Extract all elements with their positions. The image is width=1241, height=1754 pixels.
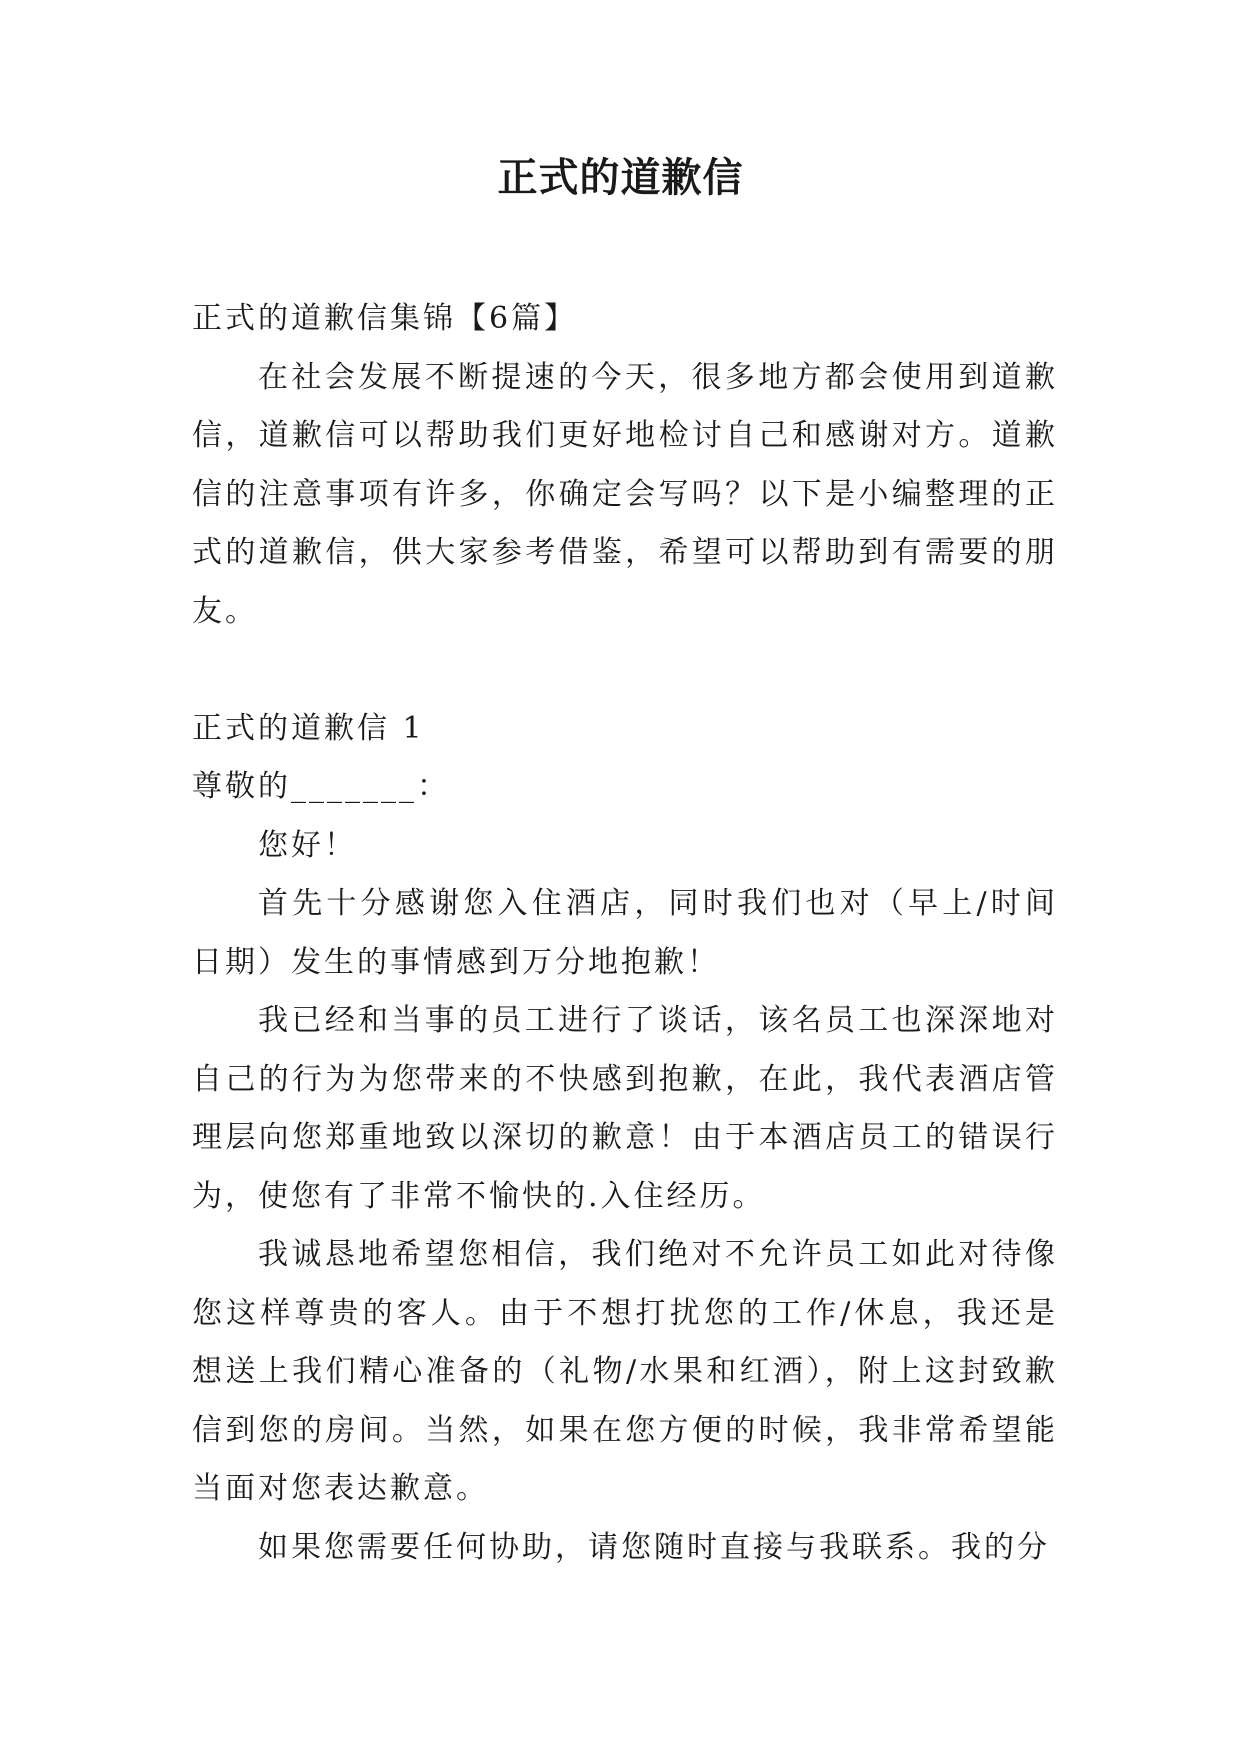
letter-paragraph: 如果您需要任何协助，请您随时直接与我联系。我的分 [258,1529,1050,1565]
letter-heading: 正式的道歉信 1 [192,710,425,746]
letter-paragraph: 首先十分感谢您入住酒店，同时我们也对（早上/时间日期）发生的事情感到万分地抱歉！ [192,886,1058,980]
letter-paragraph: 我已经和当事的员工进行了谈话，该名员工也深深地对自己的行为为您带来的不快感到抱歉，在此，我代表酒店管理层向您郑重地致以深切的歉意！由于本酒店员工的错误行为，使您有了非常不愉快的.入住经历。 [192,1003,1058,1214]
document-title: 正式的道歉信 [497,155,744,201]
collection-heading: 正式的道歉信集锦【6篇】 [192,301,578,336]
document-body [192,290,1058,1577]
letter-salutation: 尊敬的_______： [192,769,450,804]
letter-greeting: 您好！ [258,827,357,863]
letter-paragraph: 我诚恳地希望您相信，我们绝对不允许员工如此对待像您这样尊贵的客人。由于不想打扰您的工作/休息，我还是想送上我们精心准备的（礼物/水果和红酒），附上这封致歉信到您的房间。当然，如果在您方便的时候，我非常希望能当面对您表达歉意。 [192,1237,1058,1506]
intro-paragraph: 在社会发展不断提速的今天，很多地方都会使用到道歉信，道歉信可以帮助我们更好地检讨自己和感谢对方。道歉信的注意事项有许多，你确定会写吗？以下是小编整理的正式的道歉信，供大家参考借鉴，希望可以帮助到有需要的朋友。 [192,359,1058,629]
section-spacer [192,641,1058,700]
